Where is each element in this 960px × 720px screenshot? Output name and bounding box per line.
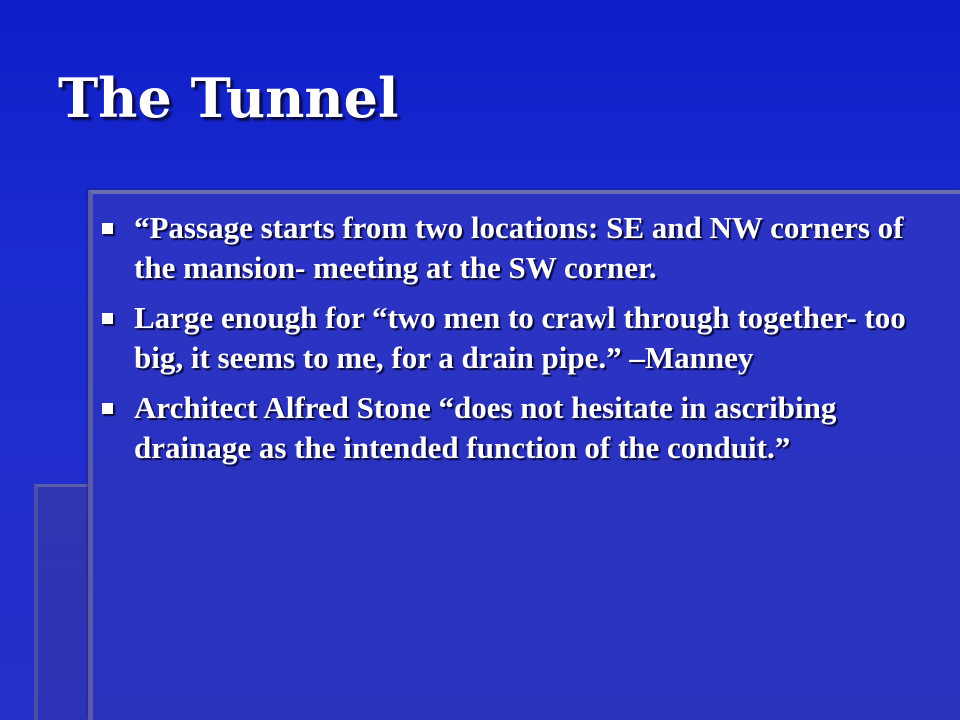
square-bullet-icon — [102, 313, 113, 324]
bullet-list — [100, 208, 920, 478]
bullet-item — [100, 298, 920, 378]
bullet-text: Architect Alfred Stone “does not hesitate in ascribing drainage as the intended function of the conduit.” — [134, 390, 837, 465]
square-bullet-icon — [102, 403, 113, 414]
bullet-text: Large enough for “two men to crawl through together- too big, it seems to me, for a drain pipe.” –Manney — [134, 300, 906, 375]
bullet-item — [100, 388, 920, 468]
bullet-item — [100, 208, 920, 288]
square-bullet-icon — [102, 223, 113, 234]
slide-title: The Tunnel — [58, 66, 399, 130]
bullet-text: “Passage starts from two locations: SE and NW corners of the mansion- meeting at the SW corner. — [134, 210, 904, 285]
